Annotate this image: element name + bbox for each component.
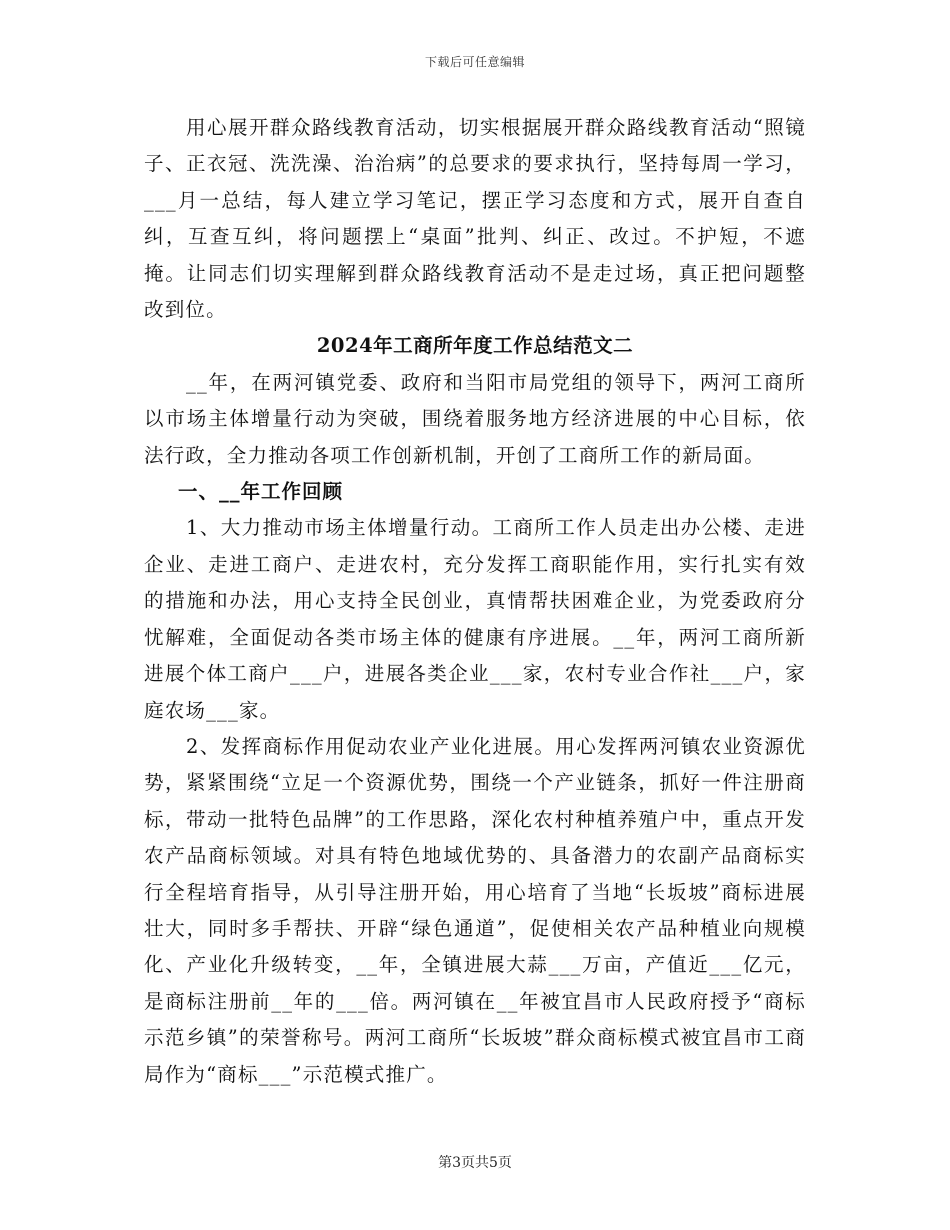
section-heading-review: 一、__年工作回顾 — [178, 480, 344, 504]
document-title: 2024年工商所年度工作总结范文二 — [316, 334, 634, 358]
paragraph-market-entities: 1、大力推动市场主体增量行动。工商所工作人员走出办公楼、走进企业、走进工商户、走进农村，充分发挥工商职能作用，实行扎实有效的措施和办法，用心支持全民创业，真情帮扶困难企业，为党委政府分忧解难，全面促动各类市场主体的健康有序进展。__年，两河工商所新进展个体工商户___户，进展各类企业___家，农村专业合作社___户，家庭农场___家。 — [144, 516, 806, 722]
page-header: 下载后可任意编辑 — [424, 55, 525, 69]
paragraph-intro: __年，在两河镇党委、政府和当阳市局党组的领导下，两河工商所以市场主体增量行动为突破，围绕着服务地方经济进展的中心目标，依法行政，全力推动各项工作创新机制，开创了工商所工作的新局面。 — [144, 370, 806, 467]
paragraph-trademark: 2、发挥商标作用促动农业产业化进展。用心发挥两河镇农业资源优势，紧紧围绕“立足一个资源优势，围绕一个产业链条，抓好一件注册商标，带动一批特色品牌”的工作思路，深化农村种植养殖户中，重点开发农产品商标领域。对具有特色地域优势的、具备潜力的农副产品商标实行全程培育指导，从引导注册开始，用心培育了当地“长坂坡”商标进展壮大，同时多手帮扶、开辟“绿色通道”，促使相关农产品种植业向规模化、产业化升级转变，__年，全镇进展大蒜___万亩，产值近___亿元，是商标注册前__年的___倍。两河镇在__年被宜昌市人民政府授予“商标示范乡镇”的荣誉称号。两河工商所“长坂坡”群众商标模式被宜昌市工商局作为“商标___”示范模式推广。 — [144, 734, 806, 1086]
document-body — [144, 110, 806, 1093]
paragraph-education-activity: 用心展开群众路线教育活动，切实根据展开群众路线教育活动“照镜子、正衣冠、洗洗澡、治治病”的总要求的要求执行，坚持每周一学习，___月一总结，每人建立学习笔记，摆正学习态度和方式，展开自查自纠，互查互纠，将问题摆上“桌面”批判、纠正、改过。不护短，不遮掩。让同志们切实理解到群众路线教育活动不是走过场，真正把问题整改到位。 — [144, 116, 806, 322]
page-footer: 第3页共5页 — [438, 1155, 512, 1171]
